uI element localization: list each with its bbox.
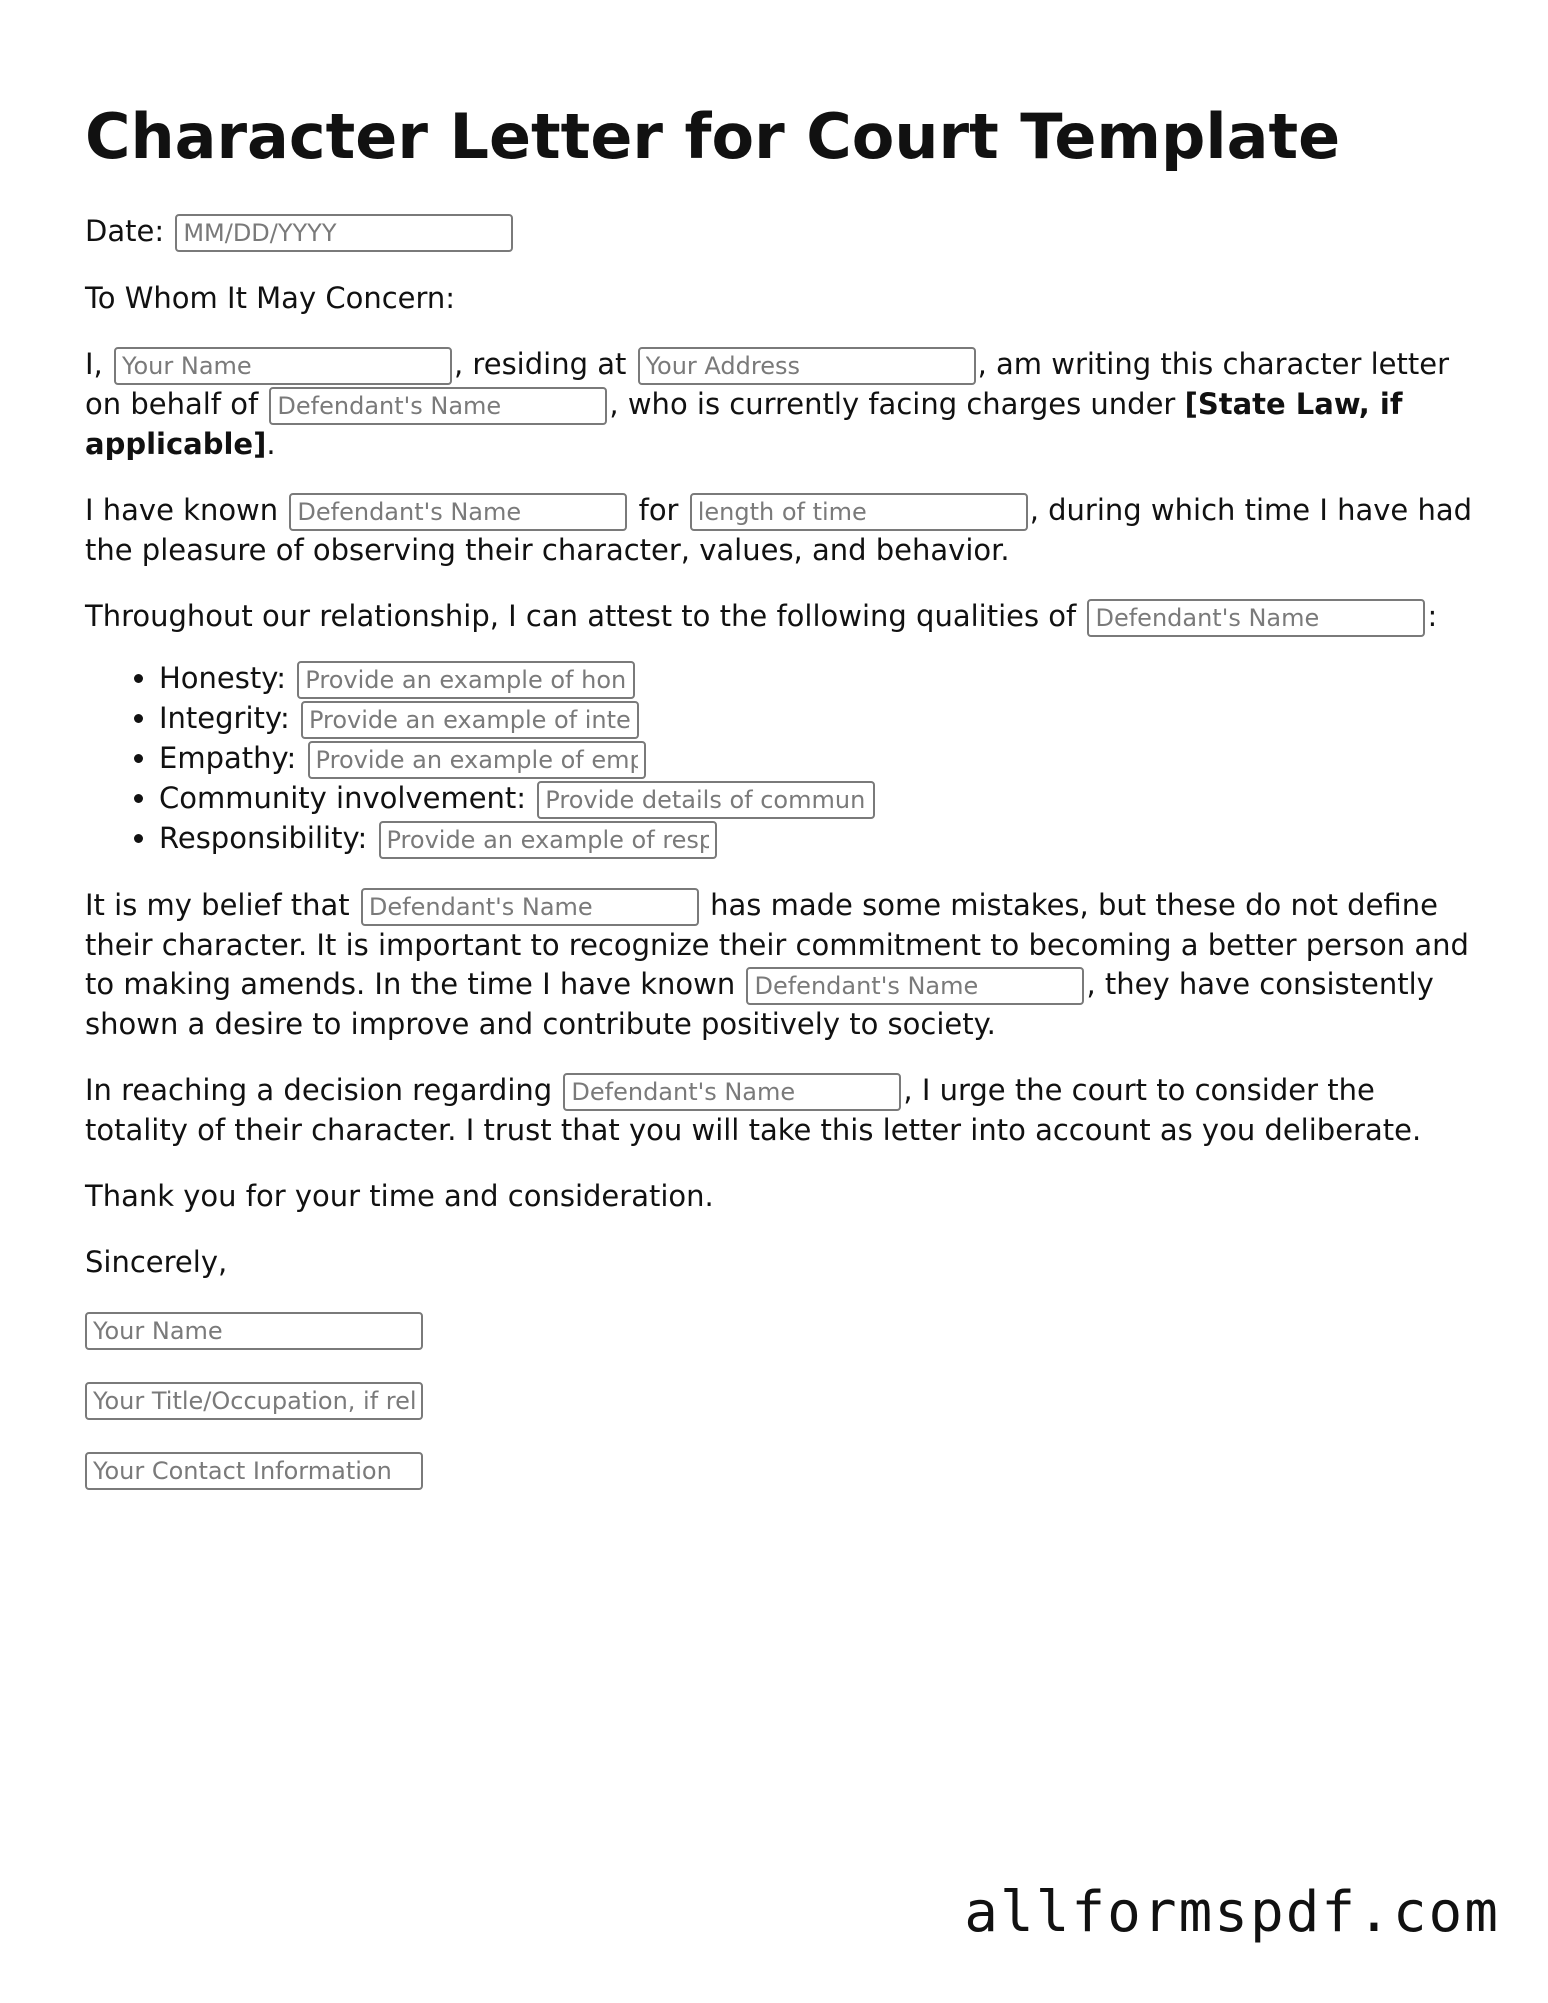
your-name-input[interactable] (114, 347, 452, 385)
decision-paragraph: In reaching a decision regarding Defendant's Name , I urge the court to consider the totality of their character. I trust that you will take this letter into account as you deliberate. (85, 1071, 1475, 1150)
qualities-intro: Throughout our relationship, I can attest to the following qualities of Defendant's Name : (85, 597, 1475, 637)
responsibility-input[interactable] (379, 821, 717, 859)
state-law-text: [State Law, if applicable] (85, 387, 1403, 462)
defendant-name-input[interactable] (1087, 599, 1425, 637)
salutation: To Whom It May Concern: (85, 281, 456, 316)
list-item: • Honesty: Provide an example of honesty (159, 659, 1475, 699)
signature-contact-input[interactable] (85, 1452, 423, 1490)
defendant-name-input[interactable] (563, 1073, 901, 1111)
community-involvement-input[interactable] (537, 781, 875, 819)
closing-line: Sincerely, (85, 1245, 228, 1280)
thanks-line: Thank you for your time and consideration. (85, 1179, 714, 1214)
your-address-input[interactable] (638, 347, 976, 385)
signature-title-input[interactable] (85, 1382, 423, 1420)
defendant-name-input[interactable] (269, 387, 607, 425)
intro-paragraph: I, Your Name , residing at Your Address , am writing this character letter on behalf of Defendant's Name , who is currently facing charges under [State Law, if applicable]. (85, 345, 1475, 464)
empathy-input[interactable] (308, 741, 646, 779)
defendant-name-input[interactable] (289, 493, 627, 531)
date-line (85, 212, 1475, 252)
list-item: • Community involvement: Provide details of community involvement (159, 779, 1475, 819)
watermark: allformspdf.com (964, 1880, 1500, 1945)
known-paragraph: I have known Defendant's Name for length of time , during which time I have had the pleasure of observing their character, values, and behavior. (85, 491, 1475, 570)
belief-paragraph: It is my belief that Defendant's Name has made some mistakes, but these do not define their character. It is important to recognize their commitment to becoming a better person and to making amends. In the time I have known Defendant's Name , they have consistently shown a desire to improve and contribute positively to society. (85, 886, 1475, 1044)
length-of-time-input[interactable] (690, 493, 1028, 531)
letter-page (85, 100, 1475, 1522)
integrity-input[interactable] (301, 701, 639, 739)
date-label: Date: (85, 214, 165, 249)
page-title: Character Letter for Court Template (85, 100, 1341, 173)
defendant-name-input[interactable] (746, 967, 1084, 1005)
honesty-input[interactable] (297, 661, 635, 699)
list-item: • Responsibility: Provide an example of responsibility (159, 819, 1475, 859)
signature-name-input[interactable] (85, 1312, 423, 1350)
qualities-list (85, 659, 1475, 859)
list-item: • Empathy: Provide an example of empathy (159, 739, 1475, 779)
date-input[interactable] (175, 214, 513, 252)
defendant-name-input[interactable] (361, 888, 699, 926)
list-item: • Integrity: Provide an example of integrity (159, 699, 1475, 739)
